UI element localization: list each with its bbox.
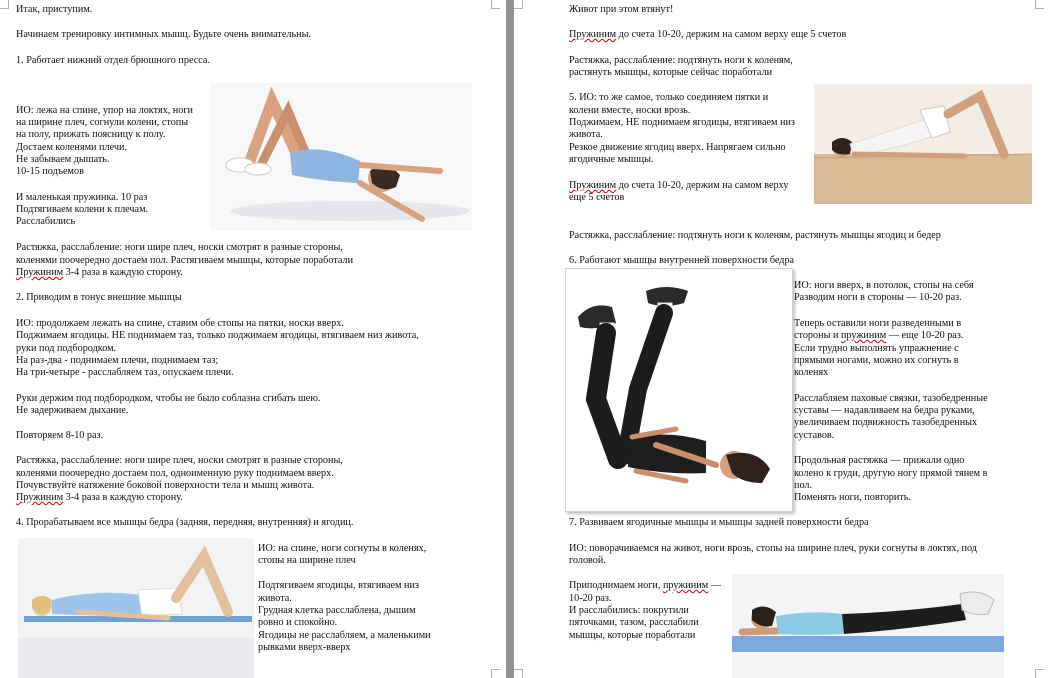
text-line: ИО: ноги вверх, в потолок, стопы на себя [794, 280, 974, 291]
exercise-photo-glute-bridge [814, 84, 1032, 204]
text-line [569, 180, 788, 192]
section-7-title: 7. Развиваем ягодичные мышцы и мышцы задней поверхности бедра [569, 517, 869, 528]
text-line: Продольная растяжка — прижали одно [794, 455, 965, 466]
text-line: 5. ИО: то же самое, только соединяем пятки и [569, 92, 769, 103]
text-line: Расслабились [16, 216, 76, 227]
corner-mark [1035, 0, 1044, 9]
text-line: Теперь оставили ноги разведенными в [794, 318, 962, 329]
text-line: ровно и спокойно. [258, 617, 338, 628]
text-line: ИО: лежа на спине, упор на локтях, ноги [16, 105, 193, 116]
text-fragment: до счета 10-20, держим на самом верху еще 5 счетов [616, 29, 847, 40]
corner-mark [0, 0, 9, 9]
text-line: головой. [569, 555, 606, 566]
text-line: ИО: на спине, ноги согнуты в коленях, [258, 543, 427, 554]
text-line: Резкое движение ягодиц вверх. Напрягаем сильно [569, 142, 786, 153]
text-line: Растяжка, расслабление: ноги шире плеч, носки смотрят в разные стороны, [16, 455, 343, 466]
spellcheck-word[interactable]: пружиним [662, 580, 709, 591]
text-line: на ширине плеч, согнули колени, стопы [16, 117, 189, 128]
text-fragment: — [708, 580, 721, 591]
spellcheck-word[interactable]: Пружиним [569, 29, 617, 40]
spellcheck-word[interactable]: пружиним [840, 330, 887, 341]
text-line: Растяжка, расслабление: подтянуть ноги к коленям, растянуть мышцы ягодиц и бедер [569, 230, 941, 241]
text-line: 10-15 подъемов [16, 166, 84, 177]
section-1-title: 1. Работает нижний отдел брюшного пресса. [16, 55, 210, 66]
text-line: Если трудно выполнять упражнение с [794, 343, 959, 354]
text-line: коленями поочередно достаем пол, одноименную руку поднимаем вверх. [16, 468, 334, 479]
text-line: растянуть мышцы, которые сейчас поработали [569, 67, 773, 78]
corner-mark [491, 0, 500, 9]
text-line: Достаем коленями плечи. [16, 142, 127, 153]
exercise-photo-bridge-prep [18, 538, 254, 678]
document-page-left[interactable] [0, 0, 506, 678]
spellcheck-word[interactable]: Пружиним [16, 492, 64, 503]
text-line: ягодичные мышцы. [569, 154, 654, 165]
corner-mark [1035, 669, 1044, 678]
text-line: На три-четыре - расслабляем таз, опускаем плечи. [16, 367, 234, 378]
text-fragment: 3-4 раза в каждую сторону. [63, 267, 183, 278]
exercise-photo-prone-leg-lift [732, 574, 1004, 678]
start-text: Начинаем тренировку интимных мышц. Будьте очень внимательны. [16, 29, 311, 40]
text-line: колени вместе, носки врозь. [569, 105, 691, 116]
text-line: Растяжка, расслабление: подтянуть ноги к коленям, [569, 55, 793, 66]
text-line: коленях [794, 367, 829, 378]
text-line: Поменять ноги, повторить. [794, 492, 911, 503]
text-line [569, 580, 721, 592]
intro-text: Итак, приступим. [16, 4, 93, 15]
text-line: Поджимаем ягодицы. НЕ поднимаем таз, только поджимаем ягодицы, втягиваем низ живота, [16, 330, 419, 341]
text-line: ИО: поворачиваемся на живот, ноги врозь, стопы на ширине плеч, руки согнуты в локтях, под [569, 543, 977, 554]
text-line: Руки держим под подбородком, чтобы не было соблазна сгибать шею. [16, 393, 321, 404]
section-2-title: 2. Приводим в тонус внешние мышцы [16, 292, 182, 303]
text-line: рывками вверх-вверх [258, 642, 351, 653]
text-line: На раз-два - поднимаем плечи, поднимаем таз; [16, 355, 219, 366]
text-line: прямыми ногами, можно их согнуть в [794, 355, 959, 366]
text-line: И расслабились: покрутили [569, 605, 689, 616]
text-line: Не задерживаем дыхание. [16, 405, 129, 416]
section-4-title: 4. Прорабатываем все мышцы бедра (задняя, передняя, внутренняя) и ягодиц. [16, 517, 354, 528]
text-line: Растяжка, расслабление: ноги шире плеч, носки смотрят в разные стороны, [16, 242, 343, 253]
text-line: Подтягиваем ягодицы, втягиваем низ [258, 580, 419, 591]
exercise-photo-legs-up [565, 268, 793, 512]
text-line: суставы — надавливаем на бедра руками, [794, 405, 975, 416]
document-page-right[interactable] [514, 0, 1052, 678]
text-line: Поджимаем, НЕ поднимаем ягодицы, втягиваем низ [569, 117, 795, 128]
text-fragment: Приподнимаем ноги, [569, 580, 663, 591]
text-line: Разводим ноги в стороны — 10-20 раз. [794, 292, 962, 303]
text-fragment: 3-4 раза в каждую сторону. [63, 492, 183, 503]
text-line [16, 492, 183, 504]
text-line: коленями поочередно достаем пол. Растягиваем мышцы, которые поработали [16, 255, 354, 266]
text-fragment: до счета 10-20, держим на самом верху [616, 180, 789, 191]
text-line: пол. [794, 480, 813, 491]
text-line: Ягодицы не расслабляем, а маленькими [258, 630, 431, 641]
text-line: живота. [569, 129, 603, 140]
text-line: 10-20 раз. [569, 593, 612, 604]
spellcheck-word[interactable]: Пружиним [569, 180, 617, 191]
belly-text: Живот при этом втянут! [569, 4, 674, 15]
text-fragment: стороны и [794, 330, 841, 341]
text-line: увеличиваем подвижность тазобедренных [794, 417, 978, 428]
corner-mark [491, 669, 500, 678]
text-line: колено к груди, другую ногу прямой тянем в [794, 468, 988, 479]
text-line: руки под подбородком. [16, 343, 117, 354]
text-line: Повторяем 8-10 раз. [16, 430, 104, 441]
text-fragment: — еще 10-20 раз. [886, 330, 964, 341]
section-6-title: 6. Работают мышцы внутренней поверхности бедра [569, 255, 795, 266]
text-line: стопы на ширине плеч [258, 555, 356, 566]
page-gap [506, 0, 514, 678]
text-line: суставов. [794, 430, 835, 441]
text-line: Подтягиваем колени к плечам. [16, 204, 149, 215]
text-line: живота. [258, 593, 292, 604]
text-line [794, 330, 963, 342]
text-line: Расслабляем паховые связки, тазобедренные [794, 393, 988, 404]
text-line: еще 5 счетов [569, 192, 625, 203]
text-line: Не забываем дышать. [16, 154, 110, 165]
text-line: мышцы, которые поработали [569, 630, 696, 641]
text-line: на полу, прижать поясницу к полу. [16, 129, 166, 140]
text-line: И маленькая пружинка. 10 раз [16, 192, 148, 203]
text-line [16, 267, 183, 279]
text-line: Грудная клетка расслаблена, дышим [258, 605, 416, 616]
corner-mark [514, 669, 523, 678]
spellcheck-word[interactable]: Пружиним [16, 267, 64, 278]
text-line: ИО: продолжаем лежать на спине, ставим обе стопы на пятки, носки вверх. [16, 318, 344, 329]
exercise-photo-crunch [210, 83, 472, 231]
text-line: Почувствуйте натяжение боковой поверхности тела и мышц живота. [16, 480, 315, 491]
corner-mark [514, 0, 523, 9]
text-line: пяточками, тазом, расслабили [569, 617, 699, 628]
text-line [569, 29, 846, 41]
